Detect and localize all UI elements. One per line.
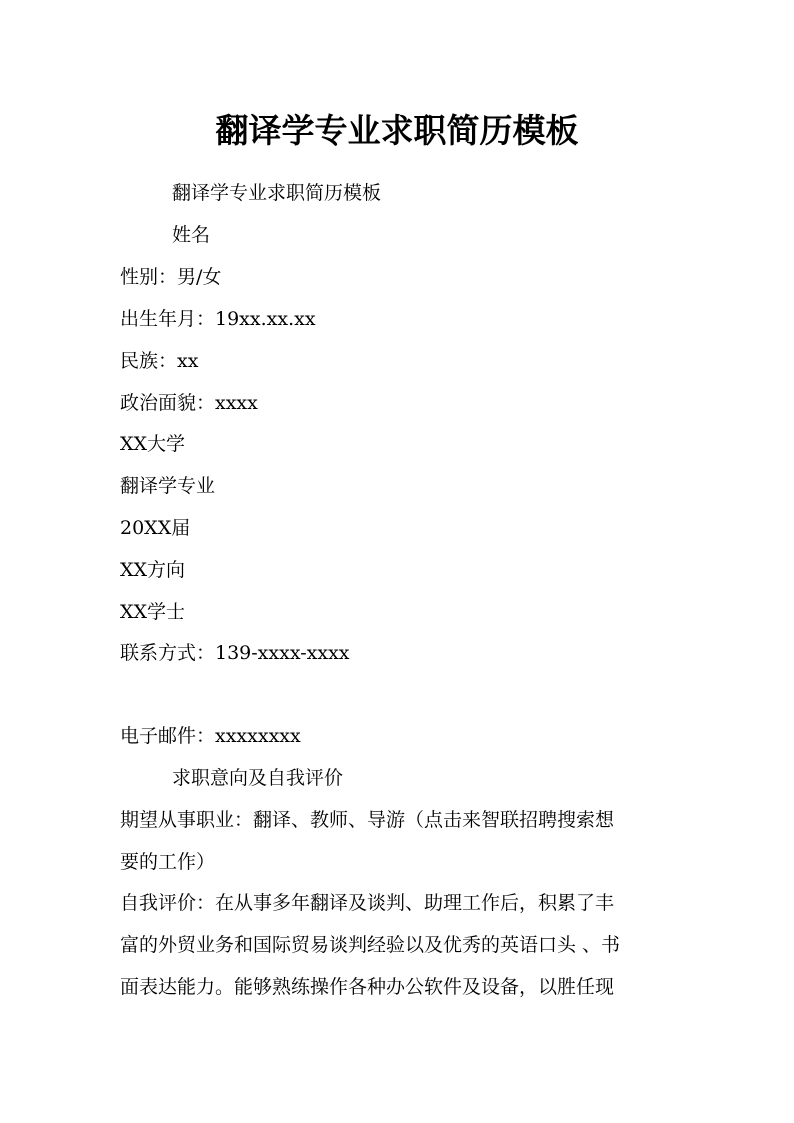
document-title: 翻译学专业求职简历模板 <box>215 111 579 150</box>
major-line: 翻译学专业 <box>120 475 216 497</box>
self-eval-line-3: 面表达能力。能够熟练操作各种办公软件及设备，以胜任现 <box>120 976 615 998</box>
degree-line: XX学士 <box>120 601 186 623</box>
gender-line: 性别：男/女 <box>120 266 222 288</box>
direction-line: XX方向 <box>120 559 186 581</box>
name-label: 姓名 <box>172 224 211 246</box>
self-eval-line-2: 富的外贸业务和国际贸易谈判经验以及优秀的英语口头 、书 <box>120 934 621 956</box>
section-heading: 求职意向及自我评价 <box>172 767 344 789</box>
email-line: 电子邮件：xxxxxxxx <box>120 725 301 747</box>
university-line: XX大学 <box>120 433 186 455</box>
political-line: 政治面貌：xxxx <box>120 392 258 414</box>
subtitle-line: 翻译学专业求职简历模板 <box>172 182 382 204</box>
birth-line: 出生年月：19xx.xx.xx <box>120 308 316 330</box>
expected-job-line-2: 要的工作） <box>120 851 216 873</box>
self-eval-line-1: 自我评价：在从事多年翻译及谈判、助理工作后，积累了丰 <box>120 892 615 914</box>
expected-job-line-1: 期望从事职业：翻译、教师、导游（点击来智联招聘搜索想 <box>120 809 615 831</box>
contact-line: 联系方式：139-xxxx-xxxx <box>120 642 350 664</box>
ethnicity-line: 民族：xx <box>120 350 199 372</box>
graduation-year-line: 20XX届 <box>120 517 191 539</box>
